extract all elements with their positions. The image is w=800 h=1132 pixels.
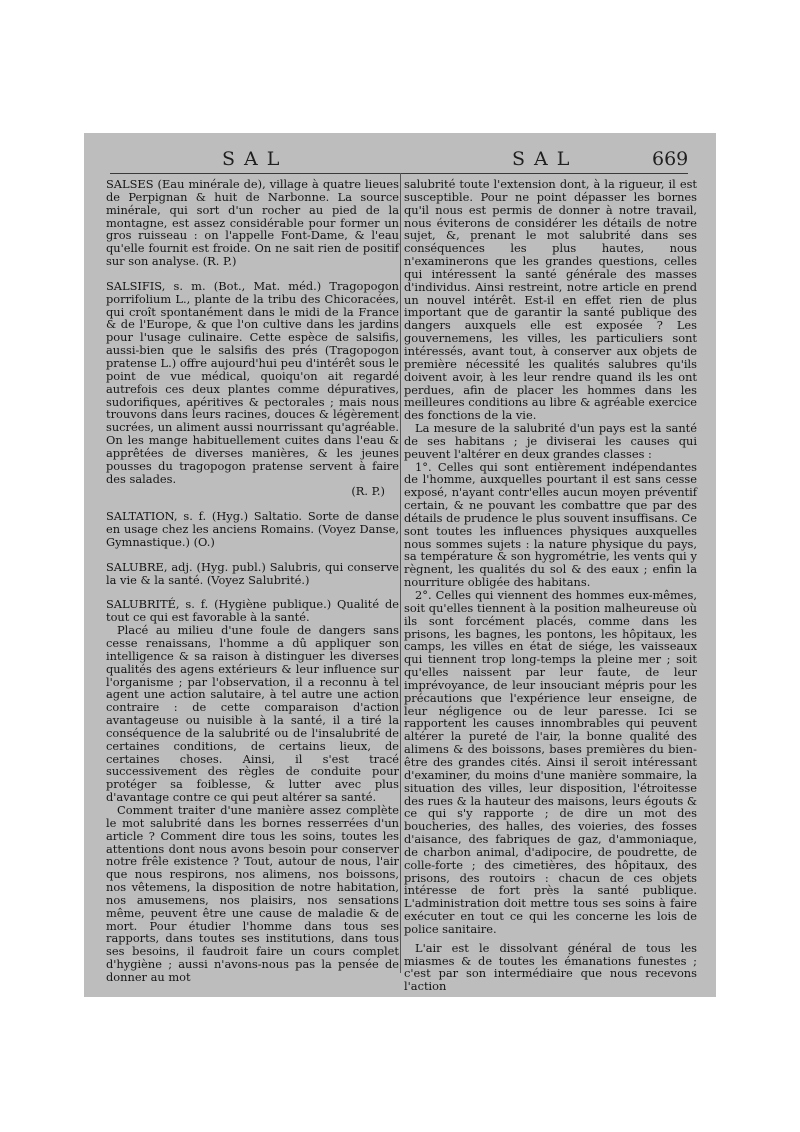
entry-salses: SALSES (Eau minérale de), village à quatre lieues de Perpignan & huit de Narbonne. La source minérale, qui sort d'un rocher au pied de la montagne, est assez considérable pour former un gros ruisseau : on l'appelle Font-Dame, & l'eau qu'elle fournit est froide. On ne sait rien de positif sur son analyse. (R. P.): [106, 177, 399, 269]
scanned-page: [84, 133, 716, 997]
header-right-word: SAL: [512, 148, 579, 170]
left-column: [106, 177, 399, 984]
header-left-word: SAL: [222, 148, 289, 170]
entry-saltation: SALTATION, s. f. (Hyg.) Saltatio. Sorte de danse en usage chez les anciens Romains. (Voyez Danse, Gymnastique.) (O.): [106, 509, 399, 549]
running-header: [84, 148, 716, 172]
paragraph: 2°. Celles qui viennent des hommes eux-mêmes, soit qu'elles tiennent à la position malheureuse où ils sont forcément placés, comme dans les prisons, les bagnes, les pontons, les hôpitaux, les camps, les villes en état de siége, les vaisseaux qui tiennent trop long-temps la pleine mer ; soit qu'elles naissent par leur faute, de leur imprévoyance, de leur insouciant mépris pour les précautions que l'expérience leur enseigne, de leur négligence ou de leur paresse. Ici se rapportent les causes innombrables qui peuvent altérer la pureté de l'air, la bonne qualité des alimens & des boissons, bases premières du bien-être des grandes cités. Ainsi il seroit intéressant d'examiner, du moins d'une manière sommaire, la situation des villes, leur disposition, l'étroitesse des rues & la hauteur des maisons, leurs égouts & ce qui s'y rapporte ; de dire un mot des boucheries, des halles, des voieries, des fosses d'aisance, des fabriques de gaz, d'ammoniaque, de charbon animal, d'adipocire, de poudrette, de colle-forte ; des cimetières, des hôpitaux, des prisons, des routoirs : chacun de ces objets intéresse de fort près la santé publique. L'administration doit mettre tous ses soins à faire exécuter en tout ce qui les concerne les lois de police sanitaire.: [404, 588, 697, 936]
paragraph: La mesure de la salubrité d'un pays est la santé de ses habitans ; je diviserai les causes qui peuvent l'altérer en deux grandes classes :: [404, 421, 697, 461]
continued-paragraph: salubrité toute l'extension dont, à la rigueur, il est susceptible. Pour ne point dépasser les bornes qu'il nous est permis de donner à notre travail, nous éviterons de considérer les détails de notre sujet, &, prenant le mot salubrité dans ses conséquences les plus hautes, nous n'examinerons que les grandes questions, celles qui intéressent la santé générale des masses d'individus. Ainsi restreint, notre article en prend un nouvel intérêt. Est-il en effet rien de plus important que de garantir la santé publique des dangers auxquels elle est exposée ? Les gouvernemens, les villes, les particuliers sont intéressés, avant tout, à conserver aux objets de première nécessité les qualités salubres qu'ils doivent avoir, à les leur rendre quand ils les ont perdues, afin de placer les hommes dans les meilleures conditions au libre & agréable exercice des fonctions de la vie.: [404, 177, 697, 423]
entry-salubre: SALUBRE, adj. (Hyg. publ.) Salubris, qui conserve la vie & la santé. (Voyez Salubrité.): [106, 559, 399, 587]
entry-salubrite-paragraph: Placé au milieu d'une foule de dangers sans cesse renaissans, l'homme a dû appliquer son intelligence & sa raison à distinguer les diverses qualités des agens extérieurs & leur influence sur l'organisme ; par l'observation, il a reconnu à tel agent une action salutaire, à tel autre une action contraire : de cette comparaison d'action avantageuse ou nuisible à la santé, il a tiré la conséquence de la salubrité ou de l'insalubrité de certaines conditions, de certains lieux, de certaines choses. Ainsi, il s'est tracé successivement des règles de conduite pour protéger sa foiblesse, & lutter avec plus d'avantage contre ce qui peut altérer sa santé.: [106, 623, 399, 805]
header-rule: [110, 173, 688, 174]
paragraph: L'air est le dissolvant général de tous les miasmes & de toutes les émanations funestes ; c'est par son intermédiaire que nous recevons l'action: [404, 940, 697, 994]
column-divider: [400, 173, 401, 973]
entry-salubrite-definition: SALUBRITÉ, s. f. (Hygiène publique.) Qualité de tout ce qui est favorable à la santé.: [106, 597, 399, 625]
right-column: [404, 177, 697, 994]
entry-salsifis-signature: (R. P.): [351, 484, 385, 499]
entry-salubrite-paragraph: Comment traiter d'une manière assez complète le mot salubrité dans les bornes resserrées d'un article ? Comment dire tous les soins, toutes les attentions dont nous avons besoin pour conserver notre frêle existence ? Tout, autour de nous, l'air que nous respirons, nos alimens, nos boissons, nos vêtemens, la disposition de notre habitation, nos amusemens, nos plaisirs, nos sensations même, peuvent être une cause de maladie & de mort. Pour étudier l'homme dans tous ses rapports, dans toutes ses institutions, dans tous ses besoins, il faudroit faire un cours complet d'hygiène ; aussi n'avons-nous pas la pensée de donner au mot: [106, 802, 399, 984]
entry-salsifis: SALSIFIS, s. m. (Bot., Mat. méd.) Tragopogon porrifolium L., plante de la tribu des Chicoracées, qui croît spontanément dans le midi de la France & de l'Europe, & que l'on cultive dans les jardins pour l'usage culinaire. Cette espèce de salsifis, aussi-bien que le salsifis des prés (Tragopogon pratense L.) offre aujourd'hui peu d'intérêt sous le point de vue médical, quoiqu'on ait regardé autrefois ces deux plantes comme dépuratives, sudorifiques, apéritives & pectorales ; mais nous trouvons dans leurs racines, douces & légèrement sucrées, un aliment aussi nourrissant qu'agréable. On les mange habituellement cuites dans l'eau & apprêtées de diverses manières, & les jeunes pousses du tragopogon pratense servent à faire des salades.: [106, 278, 399, 486]
paragraph: 1°. Celles qui sont entièrement indépendantes de l'homme, auxquelles pourtant il est sans cesse exposé, n'ayant contr'elles aucun moyen préventif certain, & ne pouvant les combattre que par des détails de prudence le plus souvent insuffisans. Ce sont toutes les influences physiques auxquelles nous sommes sujets : la nature physique du pays, sa température & son hygrométrie, les vents qui y règnent, les qualités du sol & des eaux ; enfin la nourriture obligée des habitans.: [404, 459, 697, 590]
page-number: 669: [652, 148, 689, 170]
